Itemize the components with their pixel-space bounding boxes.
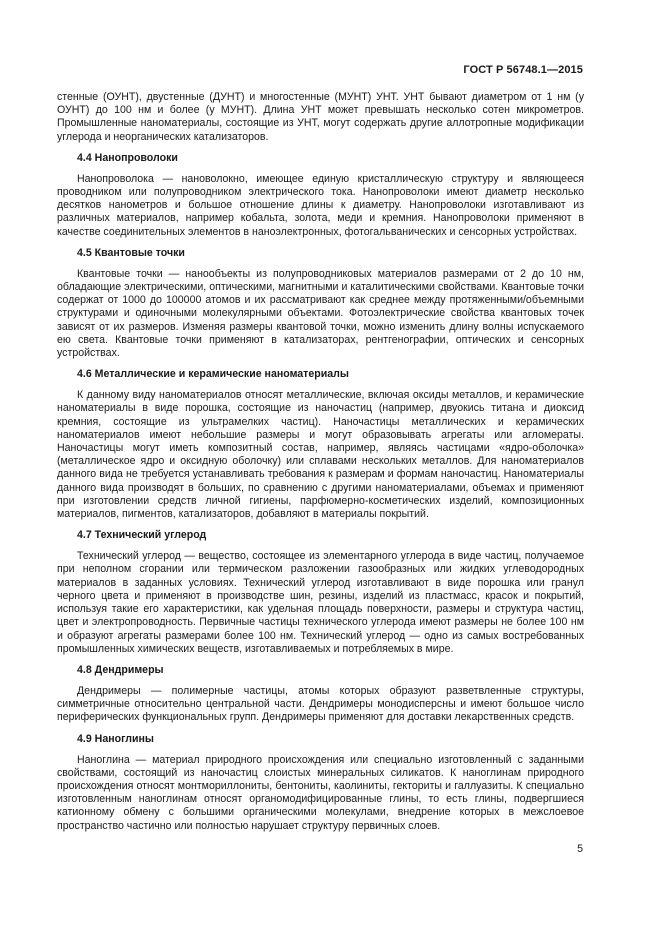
section-title: 4.8 Дендримеры bbox=[77, 663, 164, 676]
section-carbon-black bbox=[57, 529, 584, 656]
section-nanowires bbox=[57, 152, 584, 239]
section-title: 4.6 Металлические и керамические наноматериалы bbox=[77, 368, 349, 381]
section-title: 4.7 Технический углерод bbox=[77, 529, 207, 542]
section-title: 4.9 Наноглины bbox=[77, 732, 154, 745]
intro-paragraph: стенные (ОУНТ), двустенные (ДУНТ) и многостенные (МУНТ) УНТ. УНТ бывают диаметром от 1 нм (у ОУНТ) до 100 нм и более (у МУНТ). Длина УНТ может превышать несколько сотен микрометров. Промышленные наноматериалы, состоящие из УНТ, могут содержать другие аллотропные модификации углерода и неорганических катализаторов. bbox=[57, 91, 584, 143]
section-metal-ceramic bbox=[57, 368, 584, 521]
section-text: Дендримеры — полимерные частицы, атомы которых образуют разветвленные структуры, симметричные относительно центральной части. Дендримеры монодисперсны и имеют большое число периферических функциональных групп. Дендримеры применяют для доставки лекарственных средств. bbox=[57, 684, 584, 724]
section-dendrimers bbox=[57, 664, 584, 725]
document-body bbox=[57, 91, 584, 833]
section-text: Технический углерод — вещество, состоящее из элементарного углерода в виде частиц, получаемое при неполном сгорании или термическом разложении газообразных или жидких углеводородных материалов в заданных условиях. Технический углерод изготавливают в виде порошка или гранул черного цвета и применяют в производстве шин, резины, изделий из пластмасс, красок и покрытий, используя такие его характеристики, как удельная площадь поверхности, размеры и структура частиц, цвет и электропроводность. Первичные частицы технического углерода имеют размеры не более 100 нм и образуют агрегаты размерами более 100 нм. Технический углерод — одно из самых востребованных промышленных химических веществ, изготавливаемых и потребляемых в мире. bbox=[57, 550, 584, 655]
section-text: К данному виду наноматериалов относят металлические, включая оксиды металлов, и керамические наноматериалы в виде порошка, состоящие из наночастиц (например, двуокись титана и диоксид кремния, состоящие из ультрамелких частиц). Наночастицы металлических и керамических наноматериалов имеют небольшие размеры и могут образовывать агрегаты или агломераты. Наночастицы могут иметь композитный состав, например, являясь частицами «ядро-оболочка» (металлическое ядро и оксидную оболочку) или сплавами нескольких металлов. Для наноматериалов данного вида не требуется устанавливать требования к размерам и формам наночастиц. Наноматериалы данного вида производят в больших, по сравнению с другими наноматериалами, объемах и применяют при изготовлении средств личной гигиены, парфюмерно-косметических изделий, композиционных материалов, пигментов, катализаторов, добавляют в материалы покрытий. bbox=[57, 389, 584, 521]
document-header: ГОСТ Р 56748.1—2015 bbox=[463, 64, 583, 76]
section-text: Квантовые точки — нанообъекты из полупроводниковых материалов размерами от 2 до 10 нм, обладающие электрическими, оптическими, магнитными и каталитическими свойствами. Квантовые точки содержат от 1000 до 100000 атомов и их рассматривают как среднее между протяженными/объемными структурами и одиночными молекулярными объектами. Фотоэлектрические свойства квантовых точек зависят от их размеров. Изменяя размеры квантовой точки, можно изменить длину волны испускаемого ею света. Квантовые точки применяют в катализаторах, рентгенографии, оптических и сенсорных устройствах. bbox=[57, 267, 584, 360]
section-nanoclays bbox=[57, 733, 584, 833]
page-number: 5 bbox=[577, 843, 583, 855]
section-title: 4.4 Нанопроволоки bbox=[77, 151, 178, 164]
section-quantum-dots bbox=[57, 247, 584, 360]
section-text: Наноглина — материал природного происхождения или специально изготовленный с заданными свойствами, состоящий из наночастиц слоистых минеральных силикатов. К наноглинам природного происхождения относят монтмориллониты, бентониты, каолиниты, гекториты и галлуазиты. К специально изготовленным наноглинам относят органомодифицированные глины, то есть глины, подвергшиеся катионному обмену с большими органическими молекулами, внедрение которых в межслоевое пространство частично или полностью нарушает структуру первичных слоев. bbox=[57, 753, 584, 832]
section-title: 4.5 Квантовые точки bbox=[77, 246, 185, 259]
section-text: Нанопроволока — нановолокно, имеющее единую кристаллическую структуру и являющееся проводником или полупроводником электрического тока. Нанопроволоки имеют диаметр несколько десятков нанометров и большое отношение длины к диаметру. Нанопроволоки изготавливают из различных материалов, например кобальта, золота, меди и кремния. Нанопроволоки применяют в качестве соединительных элементов в наноэлектронных, фотогальванических и сенсорных устройствах. bbox=[57, 172, 584, 238]
